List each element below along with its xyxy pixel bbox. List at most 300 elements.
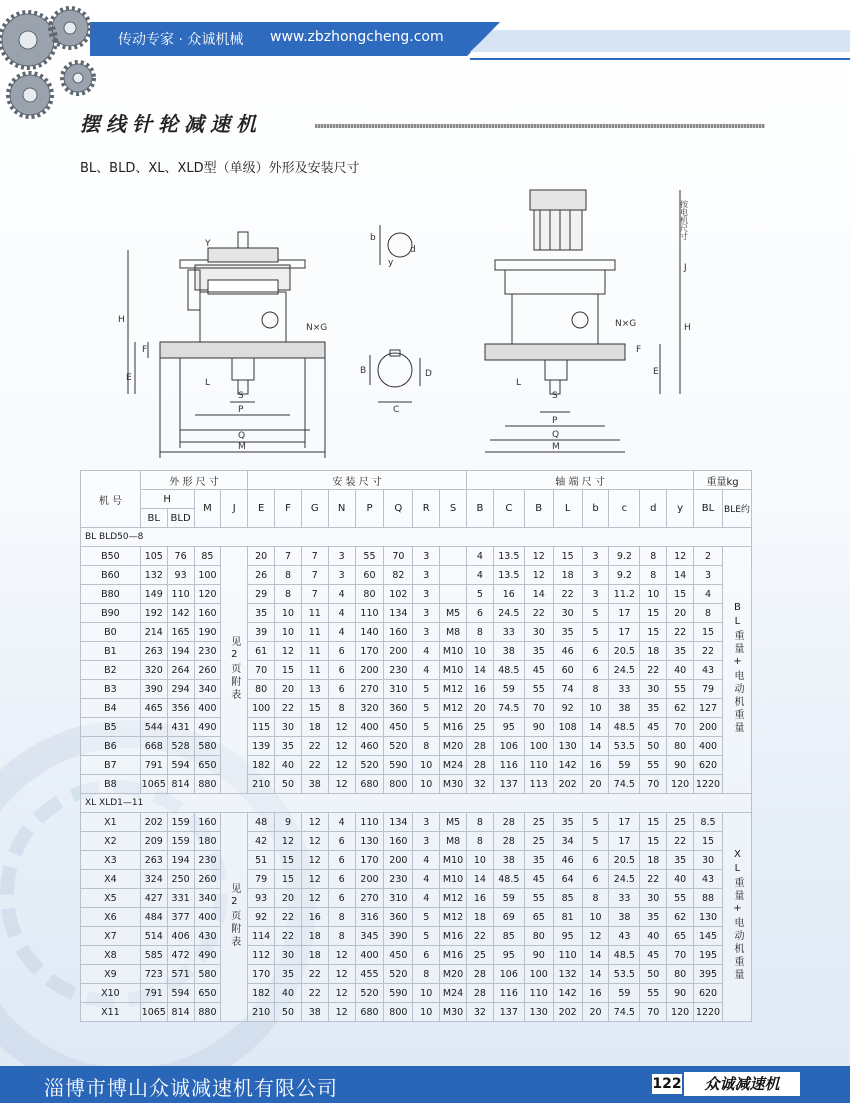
table-cell: 10 — [413, 1003, 440, 1022]
table-cell: 38 — [609, 699, 640, 718]
table-cell: 45 — [524, 661, 553, 680]
table-cell: 70 — [667, 718, 694, 737]
table-cell: 25 — [467, 718, 494, 737]
table-cell: 15 — [640, 813, 667, 832]
table-cell: 814 — [167, 775, 194, 794]
table-cell: M16 — [440, 718, 467, 737]
table-cell: 15 — [301, 699, 328, 718]
table-cell: 28 — [467, 756, 494, 775]
table-cell: 520 — [384, 965, 413, 984]
table-cell: 544 — [140, 718, 167, 737]
table-cell: 455 — [355, 965, 384, 984]
table-cell: 15 — [640, 623, 667, 642]
table-cell: M20 — [440, 965, 467, 984]
table-cell: 200 — [384, 851, 413, 870]
table-cell: 79 — [694, 680, 723, 699]
table-cell: 294 — [167, 680, 194, 699]
table-cell: 791 — [140, 756, 167, 775]
table-cell: 450 — [384, 946, 413, 965]
table-cell: 4 — [694, 585, 723, 604]
weight-note-cell — [722, 813, 751, 1022]
table-cell: 120 — [667, 1003, 694, 1022]
shaft-label-d2: D — [425, 369, 432, 379]
table-cell: 132 — [553, 965, 582, 984]
table-cell: 95 — [553, 927, 582, 946]
table-cell: 5 — [413, 718, 440, 737]
table-cell: 38 — [609, 908, 640, 927]
table-cell: 395 — [694, 965, 723, 984]
table-cell: 61 — [248, 642, 275, 661]
table-cell: 3 — [694, 566, 723, 585]
table-cell: 79 — [248, 870, 275, 889]
table-cell: X3 — [81, 851, 141, 870]
table-cell: 22 — [301, 984, 328, 1003]
table-cell: 28 — [467, 984, 494, 1003]
table-cell: B4 — [81, 699, 141, 718]
table-cell: 3 — [413, 604, 440, 623]
table-cell: 3 — [413, 623, 440, 642]
table-cell: 134 — [384, 604, 413, 623]
table-cell: B1 — [81, 642, 141, 661]
table-cell: 12 — [328, 1003, 355, 1022]
table-cell: 160 — [194, 813, 221, 832]
table-cell: 6 — [582, 851, 609, 870]
dim-label-e: E — [126, 373, 132, 383]
table-cell: 12 — [328, 984, 355, 1003]
table-cell: 14 — [582, 718, 609, 737]
table-row — [81, 737, 752, 756]
table-cell: 110 — [524, 984, 553, 1003]
page-header — [0, 22, 850, 62]
j-note: 见2页附表 — [228, 882, 240, 949]
table-cell: B50 — [81, 547, 141, 566]
table-cell: 3 — [582, 585, 609, 604]
table-cell: 50 — [275, 775, 302, 794]
table-cell: 7 — [301, 547, 328, 566]
table-cell: 3 — [328, 547, 355, 566]
table-cell: 6 — [582, 642, 609, 661]
table-cell: 580 — [194, 965, 221, 984]
table-cell: 465 — [140, 699, 167, 718]
table-cell: X9 — [81, 965, 141, 984]
table-cell: 520 — [384, 737, 413, 756]
table-cell: B5 — [81, 718, 141, 737]
table-cell: 113 — [524, 775, 553, 794]
table-cell: 110 — [553, 946, 582, 965]
table-cell: 20 — [582, 1003, 609, 1022]
table-cell: M12 — [440, 908, 467, 927]
group-install: 安 装 尺 寸 — [248, 471, 467, 490]
table-cell: M10 — [440, 870, 467, 889]
table-cell: 22 — [275, 699, 302, 718]
table-cell: 6 — [582, 661, 609, 680]
table-cell: 210 — [248, 775, 275, 794]
table-cell: 8 — [582, 680, 609, 699]
table-cell: 16 — [467, 680, 494, 699]
table-cell: 400 — [694, 737, 723, 756]
table-cell: 85 — [194, 547, 221, 566]
table-cell: 62 — [667, 699, 694, 718]
dim-label-j: J — [684, 263, 687, 273]
table-cell: 15 — [694, 832, 723, 851]
table-cell: 43 — [694, 870, 723, 889]
weight-note: XL重量+电动机重量 — [731, 849, 743, 982]
table-cell: 270 — [355, 680, 384, 699]
table-cell: 90 — [667, 984, 694, 1003]
table-cell: 22 — [275, 908, 302, 927]
table-cell: 580 — [194, 737, 221, 756]
table-cell: 8 — [467, 623, 494, 642]
table-cell: 800 — [384, 1003, 413, 1022]
table-cell: X2 — [81, 832, 141, 851]
table-cell: 18 — [301, 718, 328, 737]
table-cell: 69 — [493, 908, 524, 927]
table-cell: 10 — [275, 623, 302, 642]
table-cell: 142 — [167, 604, 194, 623]
table-cell: 324 — [140, 870, 167, 889]
table-body-bl — [81, 528, 752, 794]
table-cell: 12 — [524, 566, 553, 585]
table-cell: 4 — [467, 566, 494, 585]
table-cell: 110 — [167, 585, 194, 604]
table-cell: 40 — [275, 756, 302, 775]
table-cell: 8 — [328, 699, 355, 718]
table-cell: 80 — [667, 737, 694, 756]
spec-table — [80, 470, 752, 1022]
table-cell: B6 — [81, 737, 141, 756]
table-cell: 12 — [301, 851, 328, 870]
shaft-label-b: b — [370, 233, 376, 243]
table-row — [81, 604, 752, 623]
table-cell: 92 — [248, 908, 275, 927]
table-cell — [440, 585, 467, 604]
table-cell: 40 — [667, 661, 694, 680]
table-cell: 120 — [194, 585, 221, 604]
table-cell: 360 — [384, 699, 413, 718]
col-h-bld: BLD — [167, 509, 194, 528]
group-label-bl: BL BLD50—8 — [81, 528, 752, 547]
dim-label-q: Q — [238, 431, 246, 441]
dim-label-p: P — [238, 405, 244, 415]
j-note-cell — [221, 547, 248, 794]
table-cell: 9.2 — [609, 566, 640, 585]
table-cell: 35 — [640, 699, 667, 718]
table-cell: 214 — [140, 623, 167, 642]
table-cell: 15 — [694, 623, 723, 642]
table-cell: 100 — [194, 566, 221, 585]
table-cell: M12 — [440, 889, 467, 908]
table-cell: 30 — [275, 718, 302, 737]
table-cell: 25 — [667, 813, 694, 832]
table-cell: 5 — [413, 908, 440, 927]
table-cell: 320 — [355, 699, 384, 718]
table-cell: 160 — [384, 832, 413, 851]
table-cell: 22 — [694, 642, 723, 661]
table-cell: 12 — [667, 547, 694, 566]
table-cell: 35 — [640, 908, 667, 927]
table-cell: 10 — [640, 585, 667, 604]
dim-label-h-right: H — [684, 323, 691, 333]
table-cell: 20.5 — [609, 642, 640, 661]
table-cell: 35 — [248, 604, 275, 623]
dim-label-motor: 按电机尺寸 — [679, 200, 689, 240]
table-cell: 35 — [553, 623, 582, 642]
table-cell: 100 — [524, 965, 553, 984]
table-cell: 48.5 — [609, 946, 640, 965]
table-cell: 14 — [667, 566, 694, 585]
table-cell: 650 — [194, 756, 221, 775]
col-e: E — [248, 490, 275, 528]
table-cell: 200 — [384, 642, 413, 661]
table-cell: 263 — [140, 851, 167, 870]
table-cell: 194 — [167, 642, 194, 661]
table-cell: 18 — [640, 642, 667, 661]
header-url: www.zbzhongcheng.com — [270, 29, 444, 45]
table-cell: 12 — [275, 832, 302, 851]
table-cell: 59 — [609, 984, 640, 1003]
table-cell: 585 — [140, 946, 167, 965]
table-cell: 356 — [167, 699, 194, 718]
dim-label-nxg-right: N×G — [615, 319, 637, 329]
table-cell: 202 — [140, 813, 167, 832]
table-cell: B90 — [81, 604, 141, 623]
gears-logo-icon — [0, 0, 110, 120]
table-cell: 48 — [248, 813, 275, 832]
table-cell: 12 — [301, 870, 328, 889]
table-cell: 5 — [467, 585, 494, 604]
table-cell: 20 — [467, 699, 494, 718]
table-cell: X8 — [81, 946, 141, 965]
table-cell: 35 — [553, 813, 582, 832]
col-b: B — [467, 490, 494, 528]
table-cell: 38 — [301, 775, 328, 794]
table-cell: 6 — [328, 661, 355, 680]
col-c-small: c — [609, 490, 640, 528]
table-cell: 15 — [275, 870, 302, 889]
table-cell: 12 — [301, 889, 328, 908]
col-b2: B — [524, 490, 553, 528]
table-cell: 5 — [582, 604, 609, 623]
table-cell: 18 — [640, 851, 667, 870]
table-cell: 6 — [413, 946, 440, 965]
dim-label-m-right: M — [552, 442, 560, 452]
table-cell: 95 — [493, 946, 524, 965]
table-cell: 230 — [384, 661, 413, 680]
table-cell: 331 — [167, 889, 194, 908]
table-row — [81, 889, 752, 908]
table-cell: 490 — [194, 946, 221, 965]
table-cell: 25 — [467, 946, 494, 965]
table-cell: 40 — [640, 927, 667, 946]
table-cell: 18 — [301, 927, 328, 946]
table-cell: 6 — [467, 604, 494, 623]
table-cell: 116 — [493, 984, 524, 1003]
header-rule — [470, 58, 850, 60]
page-number: 122 — [652, 1076, 682, 1092]
table-cell: 70 — [667, 946, 694, 965]
dim-label-q-right: Q — [552, 430, 560, 440]
table-cell: M24 — [440, 756, 467, 775]
col-model: 机 号 — [81, 471, 141, 528]
table-cell: 28 — [493, 832, 524, 851]
table-cell: 33 — [493, 623, 524, 642]
table-cell: M12 — [440, 680, 467, 699]
table-cell: 490 — [194, 718, 221, 737]
table-cell: 360 — [384, 908, 413, 927]
table-cell: 50 — [640, 965, 667, 984]
table-cell: 90 — [524, 718, 553, 737]
table-cell: 55 — [667, 889, 694, 908]
col-n: N — [328, 490, 355, 528]
table-cell: 431 — [167, 718, 194, 737]
table-cell: 74.5 — [609, 1003, 640, 1022]
table-cell: 24.5 — [493, 604, 524, 623]
table-cell: 160 — [384, 623, 413, 642]
table-cell: 14 — [582, 737, 609, 756]
table-cell: 50 — [275, 1003, 302, 1022]
table-cell: 130 — [355, 832, 384, 851]
col-y-small: y — [667, 490, 694, 528]
table-cell: 620 — [694, 756, 723, 775]
table-cell: 40 — [275, 984, 302, 1003]
table-cell: 1220 — [694, 1003, 723, 1022]
table-cell: 22 — [467, 927, 494, 946]
table-cell: 8 — [275, 585, 302, 604]
table-cell: 377 — [167, 908, 194, 927]
table-cell: 680 — [355, 775, 384, 794]
table-row — [81, 927, 752, 946]
table-cell: 3 — [582, 547, 609, 566]
table-row — [81, 908, 752, 927]
table-cell: 230 — [194, 851, 221, 870]
table-cell: 12 — [524, 547, 553, 566]
table-cell: 53.5 — [609, 737, 640, 756]
table-cell: 472 — [167, 946, 194, 965]
table-cell: 170 — [355, 851, 384, 870]
table-cell: 116 — [493, 756, 524, 775]
table-cell: 15 — [640, 832, 667, 851]
table-cell: 3 — [413, 832, 440, 851]
shaft-label-c: C — [393, 405, 400, 415]
table-row — [81, 984, 752, 1003]
table-cell: 20 — [248, 547, 275, 566]
table-cell: 2 — [694, 547, 723, 566]
table-cell: 132 — [140, 566, 167, 585]
table-cell: 3 — [413, 547, 440, 566]
table-cell: 200 — [694, 718, 723, 737]
dimension-drawing — [100, 180, 780, 470]
table-cell: 88 — [694, 889, 723, 908]
table-cell: 110 — [524, 756, 553, 775]
group-weight: 重量kg — [694, 471, 752, 490]
table-cell: 90 — [524, 946, 553, 965]
table-cell: 165 — [167, 623, 194, 642]
table-cell: 209 — [140, 832, 167, 851]
table-cell: M30 — [440, 1003, 467, 1022]
col-r: R — [413, 490, 440, 528]
table-cell: 10 — [413, 775, 440, 794]
table-cell: 12 — [328, 756, 355, 775]
table-cell: 620 — [694, 984, 723, 1003]
col-q: Q — [384, 490, 413, 528]
dim-label-m: M — [238, 442, 246, 452]
table-cell: 38 — [493, 851, 524, 870]
table-cell: 10 — [582, 699, 609, 718]
table-cell: 680 — [355, 1003, 384, 1022]
table-cell: 12 — [328, 718, 355, 737]
table-cell: 48.5 — [609, 718, 640, 737]
table-cell: 8 — [328, 927, 355, 946]
table-row — [81, 775, 752, 794]
table-cell: 590 — [384, 984, 413, 1003]
dim-label-p-right: P — [552, 416, 558, 426]
table-cell: 22 — [524, 604, 553, 623]
table-cell: 137 — [493, 775, 524, 794]
table-cell: 130 — [694, 908, 723, 927]
table-cell: 4 — [413, 870, 440, 889]
table-row — [81, 547, 752, 566]
table-cell: 102 — [384, 585, 413, 604]
table-cell: 45 — [524, 870, 553, 889]
table-cell: 25 — [524, 813, 553, 832]
table-cell: X6 — [81, 908, 141, 927]
table-cell: 12 — [301, 832, 328, 851]
table-cell: 15 — [667, 585, 694, 604]
table-cell: 6 — [328, 889, 355, 908]
dim-label-f: F — [142, 345, 148, 355]
table-cell: 390 — [384, 927, 413, 946]
dim-label-h: H — [118, 315, 125, 325]
table-cell: 170 — [355, 642, 384, 661]
table-cell: 12 — [328, 946, 355, 965]
table-cell: 8 — [582, 889, 609, 908]
subtitle: BL、BLD、XL、XLD型（单级）外形及安装尺寸 — [80, 161, 360, 176]
table-cell: 24.5 — [609, 661, 640, 680]
table-cell: X7 — [81, 927, 141, 946]
table-cell: 10 — [275, 604, 302, 623]
table-cell: B3 — [81, 680, 141, 699]
table-cell: 145 — [694, 927, 723, 946]
table-cell: 74.5 — [609, 775, 640, 794]
table-cell: 40 — [667, 870, 694, 889]
table-cell: 70 — [248, 661, 275, 680]
table-cell: 10 — [413, 984, 440, 1003]
table-cell: 115 — [248, 718, 275, 737]
table-cell: 16 — [301, 908, 328, 927]
j-note-cell — [221, 813, 248, 1022]
table-cell: 9.2 — [609, 547, 640, 566]
table-cell: M8 — [440, 623, 467, 642]
table-cell: 45 — [640, 946, 667, 965]
col-s: S — [440, 490, 467, 528]
table-cell: 800 — [384, 775, 413, 794]
table-row — [81, 1003, 752, 1022]
table-cell: 14 — [467, 870, 494, 889]
table-cell: 484 — [140, 908, 167, 927]
table-cell: 106 — [493, 965, 524, 984]
table-cell: 20.5 — [609, 851, 640, 870]
table-row — [81, 946, 752, 965]
table-cell: M24 — [440, 984, 467, 1003]
table-cell: 10 — [413, 756, 440, 775]
table-cell: 16 — [493, 585, 524, 604]
table-cell: 65 — [667, 927, 694, 946]
table-cell: 180 — [194, 832, 221, 851]
table-cell: 80 — [355, 585, 384, 604]
table-cell: 5 — [413, 927, 440, 946]
table-cell: 16 — [467, 889, 494, 908]
table-body-xl — [81, 794, 752, 1022]
